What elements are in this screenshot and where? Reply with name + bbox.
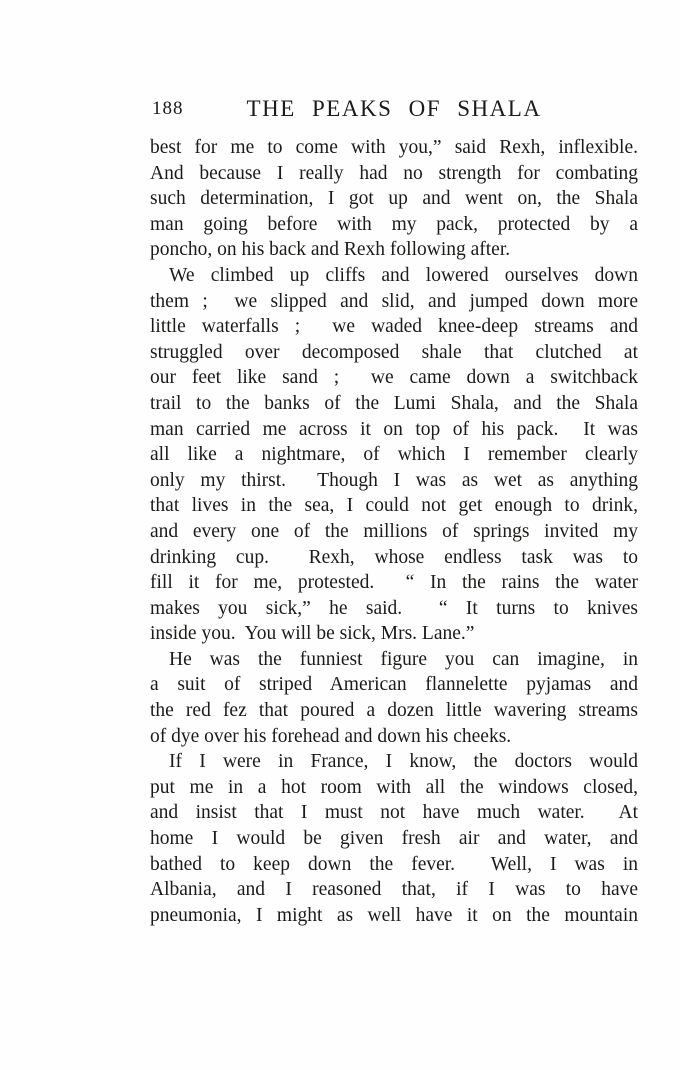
text-line: of dye over his forehead and down his cheeks. (150, 725, 512, 747)
text-line: only my thirst. Though I was as wet as anything (150, 469, 638, 491)
text-line: that lives in the sea, I could not get enough to drink, (150, 495, 638, 517)
text-line: the red fez that poured a dozen little wavering streams (150, 700, 638, 722)
body-text (150, 135, 638, 928)
text-line: inside you. You will be sick, Mrs. Lane.” (150, 623, 475, 645)
text-line: poncho, on his back and Rexh following after. (150, 239, 511, 261)
text-line: Albania, and I reasoned that, if I was to have (150, 879, 638, 901)
text-line: home I would be given fresh air and water, and (150, 828, 638, 850)
text-line: pneumonia, I might as well have it on the mountain (150, 904, 638, 926)
text-line: He was the funniest figure you can imagine, in (169, 648, 638, 670)
text-line: If I were in France, I know, the doctors would (169, 751, 638, 773)
text-line: fill it for me, protested. “ In the rains the water (150, 572, 638, 594)
text-line: struggled over decomposed shale that clutched at (150, 341, 638, 363)
text-line: We climbed up cliffs and lowered ourselves down (169, 264, 638, 286)
running-header (150, 96, 638, 135)
page-title: THE PEAKS OF SHALA (246, 96, 542, 121)
text-line: put me in a hot room with all the windows closed, (150, 776, 638, 798)
text-line: trail to the banks of the Lumi Shala, and the Shala (150, 392, 638, 414)
text-line: best for me to come with you,” said Rexh, inflexible. (150, 137, 638, 158)
text-line: and insist that I must not have much water. At (150, 802, 638, 824)
text-line: such determination, I got up and went on, the Shala (150, 188, 638, 210)
text-line: makes you sick,” he said. “ It turns to knives (150, 597, 638, 619)
text-line: man going before with my pack, protected by a (150, 213, 638, 235)
text-line: And because I really had no strength for combating (150, 162, 638, 184)
text-line: them ; we slipped and slid, and jumped down more (150, 290, 638, 312)
text-line: and every one of the millions of springs invited my (150, 520, 638, 542)
text-line: bathed to keep down the fever. Well, I was in (150, 853, 638, 875)
text-line: a suit of striped American flannelette pyjamas and (150, 674, 638, 696)
text-line: drinking cup. Rexh, whose endless task was to (150, 546, 638, 568)
text-line: our feet like sand ; we came down a switchback (150, 367, 638, 389)
text-line: all like a nightmare, of which I remember clearly (150, 444, 638, 466)
text-line: man carried me across it on top of his pack. It was (150, 418, 638, 440)
page-number: 188 (152, 98, 184, 119)
text-line: little waterfalls ; we waded knee-deep streams and (150, 316, 638, 338)
